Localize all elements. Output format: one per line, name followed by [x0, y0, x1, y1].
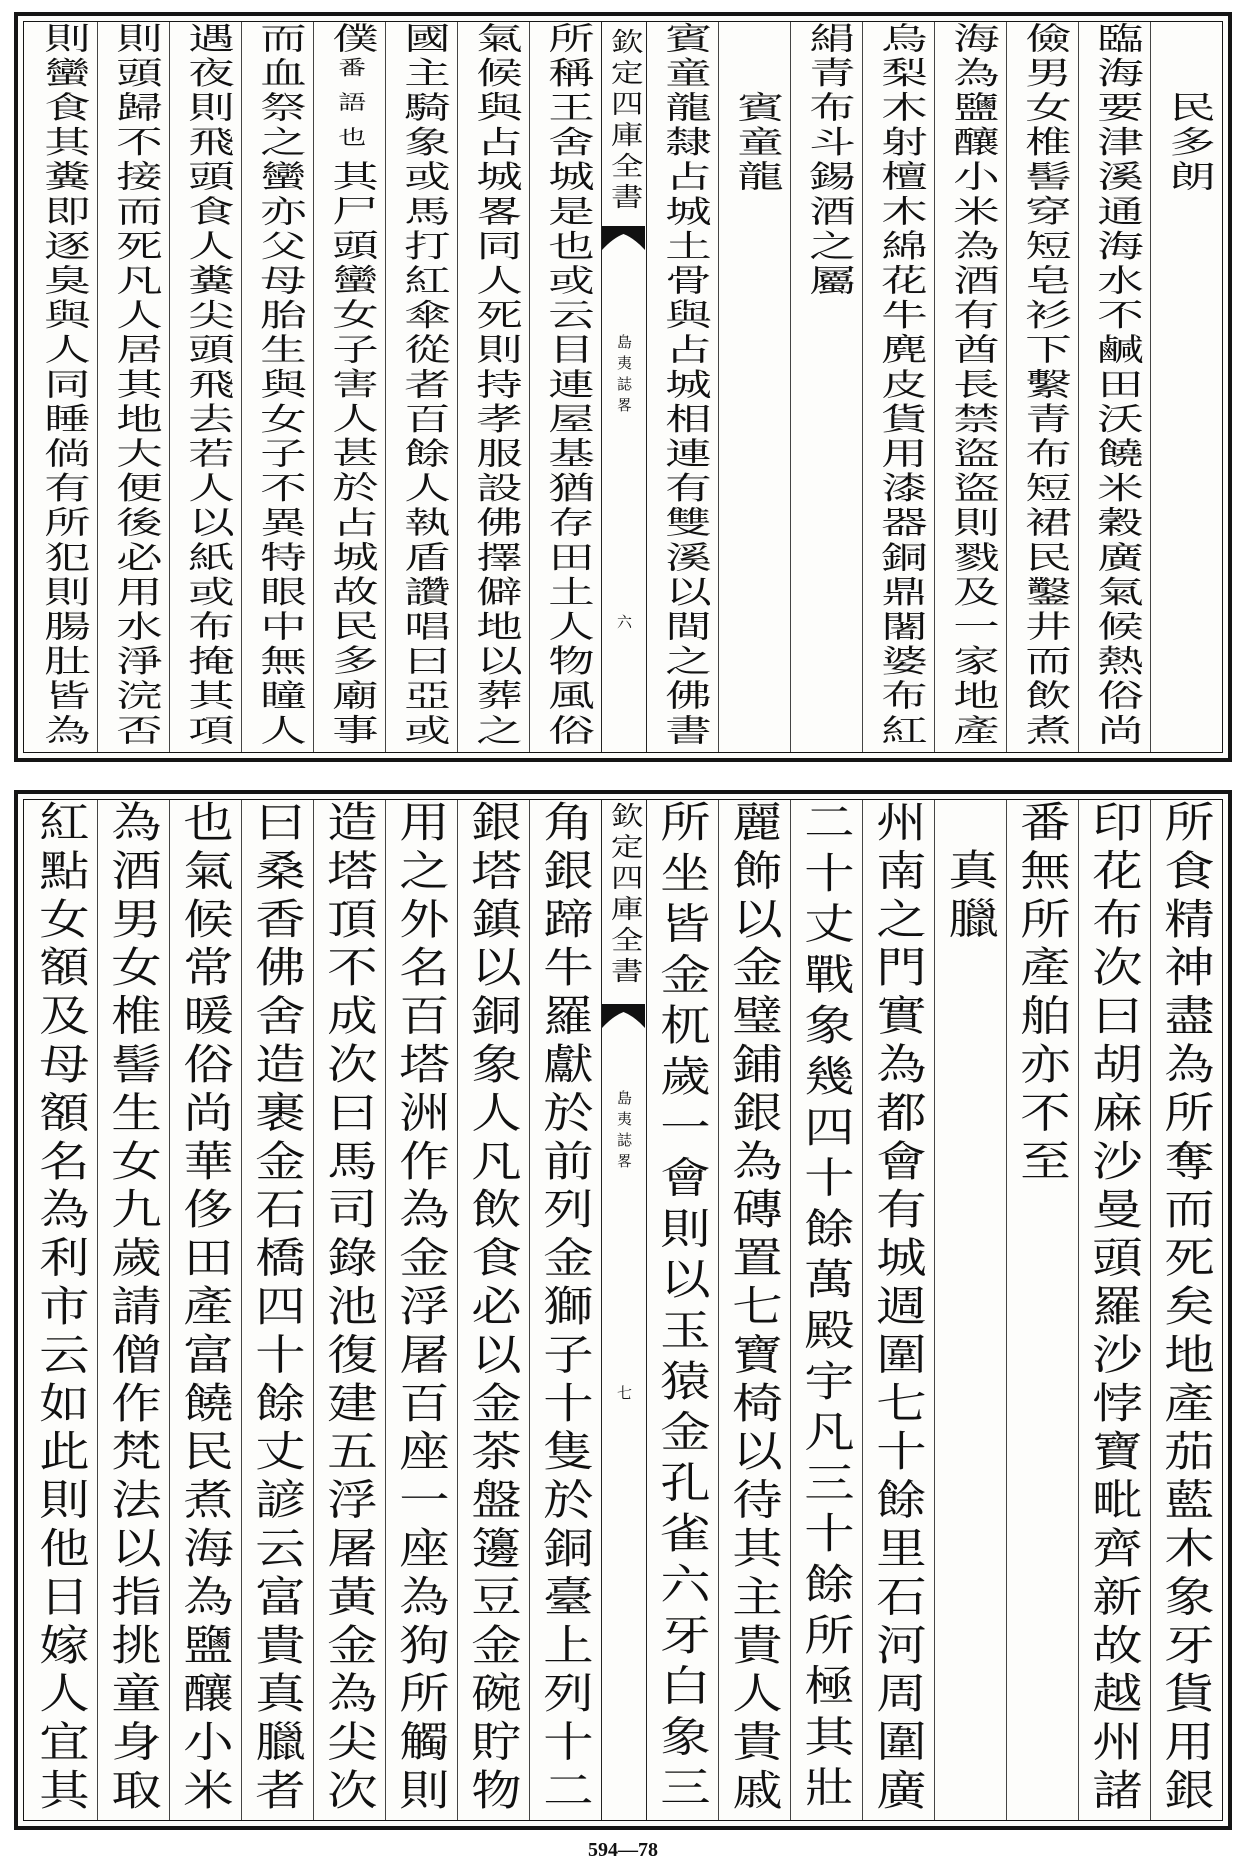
column-text: 則頭歸不接而死凡人居其地大便後必用水淨浣否 [107, 22, 162, 749]
column-text: 為酒男女椎髻生女九歲請僧作梵法以指挑童身取 [104, 800, 163, 1817]
text-column [1078, 800, 1150, 1820]
column-text-after: 其尸頭蠻女子害人甚於占城故民多廟事 [323, 160, 378, 749]
column-text: 則蠻食其糞即逐臭與人同睡倘有所犯則腸肚皆為 [34, 22, 89, 749]
text-column [385, 800, 457, 1820]
text-column [529, 800, 601, 1820]
column-text: 銀塔鎮以銅象人凡飲食必以金茶盤籩豆金碗貯物 [464, 800, 523, 1817]
text-column [1006, 800, 1078, 1820]
text-column [862, 22, 934, 752]
inner-frame [23, 799, 1223, 1821]
column-text: 國主騎象或馬打紅傘從者百餘人執盾讚唱曰亞或 [395, 22, 450, 749]
text-column [718, 800, 790, 1820]
fold-column [601, 22, 646, 752]
column-text: 海為鹽釀小米為酒有酋長禁盜盜則戮及一家地產 [944, 22, 999, 749]
text-column [169, 800, 241, 1820]
fold-series-title: 欽定四庫全書 [605, 802, 643, 988]
column-text: 番無所產舶亦不至 [1013, 800, 1072, 1188]
entry-title-column [934, 800, 1006, 1820]
column-text-before: 僕 [323, 22, 378, 57]
column-text: 氣候與占城畧同人死則持孝服設佛擇僻地以葬之 [467, 22, 522, 749]
text-column [1006, 22, 1078, 752]
column-text: 也氣候常暖俗尚華侈田產富饒民煮海為鹽釀小米 [176, 800, 235, 1817]
entry-title-column [1150, 22, 1222, 752]
column-text: 所稱王舍城是也或云目連屋基猶存田土人物風俗 [539, 22, 594, 749]
text-column [97, 22, 169, 752]
column-text: 二十丈戰象幾四十餘萬殿宇凡三十餘所極其壯 [797, 800, 856, 1816]
text-column [790, 22, 862, 752]
fold-leaf-number: 七 [615, 1385, 633, 1400]
text-column [646, 800, 718, 1820]
text-column [457, 22, 529, 752]
entry-title: 民多朗 [1160, 91, 1215, 195]
column-text: 印花布次曰胡麻沙曼頭羅沙悖寶毗齊新故越州諸 [1085, 800, 1144, 1817]
fishtail-mark [602, 1004, 645, 1034]
text-column [1150, 800, 1222, 1820]
text-column [169, 22, 241, 752]
column-text: 角銀蹄牛羅獻於前列金獅子十隻於銅臺上列十二 [536, 800, 595, 1817]
column-text: 臨海要津溪通海水不鹹田沃饒米穀廣氣候熱俗尚 [1088, 22, 1143, 749]
text-column [385, 22, 457, 752]
text-column [241, 22, 313, 752]
text-column [97, 800, 169, 1820]
fold-book-title: 島夷誌畧 [615, 1090, 633, 1174]
text-column [862, 800, 934, 1820]
column-text: 曰桑香佛舍造裹金石橋四十餘丈諺云富貴真臘者 [248, 800, 307, 1817]
inner-frame [23, 21, 1223, 753]
text-column [25, 22, 97, 752]
text-column [25, 800, 97, 1820]
fishtail-mark [602, 226, 645, 256]
entry-title: 賓童龍 [728, 91, 783, 195]
fold-leaf-number: 六 [615, 614, 633, 629]
text-column [313, 800, 385, 1820]
text-column [457, 800, 529, 1820]
column-text: 遇夜則飛頭食人糞尖頭飛去若人以紙或布掩其項 [179, 22, 234, 749]
column-text: 造塔頂不成次曰馬司錄池復建五浮屠黃金為尖次 [320, 800, 379, 1817]
column-text: 麗飾以金璧鋪銀為磚置七寶椅以待其主貴人貴戚 [725, 800, 784, 1817]
page-footer-number: 594—78 [588, 1839, 658, 1861]
text-column [241, 800, 313, 1820]
entry-title-column [718, 22, 790, 752]
text-column [529, 22, 601, 752]
column-text: 絹青布斗錫酒之屬 [800, 22, 855, 299]
column-text: 所坐皆金杌歲一會則以玉猿金孔雀六牙白象三 [653, 800, 712, 1816]
column-text: 賓童龍隸占城土骨與占城相連有雙溪以間之佛書 [656, 22, 711, 749]
text-column-with-note [313, 22, 385, 752]
text-column [646, 22, 718, 752]
entry-title: 真臘 [941, 848, 1000, 945]
column-text: 用之外名百塔洲作為金浮屠百座一座為狗所觸則 [392, 800, 451, 1817]
text-column [1078, 22, 1150, 752]
half-page-top [14, 12, 1232, 762]
fold-series-title: 欽定四庫全書 [605, 28, 643, 214]
column-text: 所食精神盡為所奪而死矣地產茄藍木象牙貨用銀 [1157, 800, 1216, 1817]
column-text: 儉男女椎髻穿短皂衫下繫青布短裙民鑿井而飲煮 [1016, 22, 1071, 749]
column-text: 州南之門實為都會有城週圍七十餘里石河周圍廣 [869, 800, 928, 1817]
half-page-bottom [14, 790, 1232, 1830]
interlinear-note: 番語也 [333, 56, 367, 161]
fold-column [601, 800, 646, 1820]
column-text: 而血祭之蠻亦父母胎生與女子不異特眼中無瞳人 [251, 22, 306, 749]
fold-book-title: 島夷誌畧 [615, 334, 633, 418]
column-text: 烏梨木射檀木綿花牛麂皮貨用漆器銅鼎闍婆布紅 [872, 22, 927, 749]
text-column [934, 22, 1006, 752]
text-column [790, 800, 862, 1820]
column-text: 紅點女額及母額名為利市云如此則他日嫁人宜其 [31, 800, 91, 1817]
